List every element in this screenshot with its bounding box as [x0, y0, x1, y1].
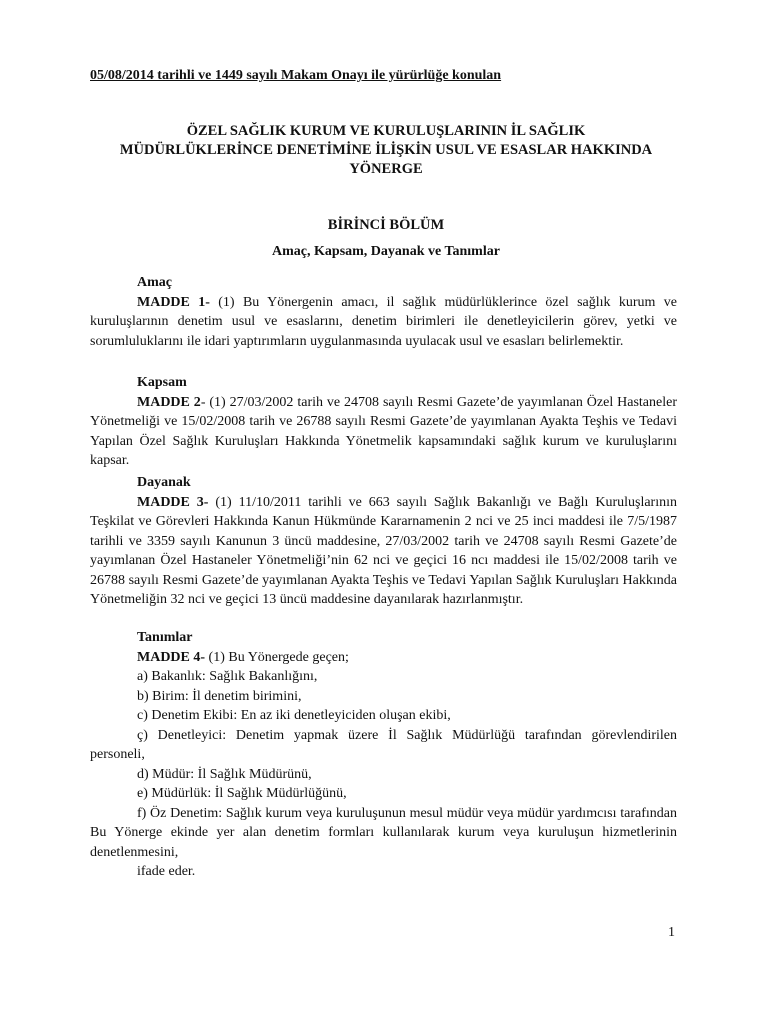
article-body	[90, 293, 677, 352]
document-title	[96, 122, 676, 179]
article-text: (1) Bu Yönergede geçen;	[205, 649, 349, 665]
title-line-3: YÖNERGE	[349, 161, 423, 177]
definition-item: b) Birim: İl denetim birimini,	[137, 688, 302, 704]
article-text: - (1) 27/03/2002 tarih ve 24708 sayılı Resmi Gazete’de yayımlanan Özel Hastaneler Yönetmeliği ve 15/02/2008 tarih ve 26788 sayılı Resmi Gazete’de yayımlanan Ayakta Teşhis ve Tedavi Yapılan Özel Sağlık Kuruluşları Hakkında Yönetmelik kapsamındaki sağlık kurum ve kuruluşlarını kapsar.	[90, 394, 677, 468]
article-heading: Dayanak	[137, 475, 191, 490]
article-text: (1) 11/10/2011 tarihli ve 663 sayılı Sağlık Bakanlığı ve Bağlı Kuruluşlarının Teşkilat ve Görevleri Hakkında Kanun Hükmünde Kararnamenin 2 nci ve 25 inci maddesi ile 7/5/1987 tarihli ve 3359 sayılı Kanunun 3 üncü maddesine, 27/03/2002 tarih ve 24708 sayılı Resmi Gazete’de yayımlanan Özel Hastaneler Yönetmeliği’nin 62 nci ve geçici 16 ncı maddesi ile 15/02/2008 tarih ve 26788 sayılı Resmi Gazete’de yayımlanan Ayakta Teşhis ve Tedavi Yapılan Sağlık Kuruluşları Hakkında Yönetmeliğin 32 nci ve geçici 13 üncü maddesine dayanılarak hazırlanmıştır.	[90, 494, 677, 607]
definition-item: ç) Denetleyici: Denetim yapmak üzere İl Sağlık Müdürlüğü tarafından görevlendirilen personeli,	[90, 727, 677, 762]
article-heading: Kapsam	[137, 375, 187, 390]
title-line-1: ÖZEL SAĞLIK KURUM VE KURULUŞLARININ İL SAĞLIK	[186, 123, 586, 139]
article-body	[90, 393, 677, 471]
definition-item: e) Müdürlük: İl Sağlık Müdürlüğünü,	[137, 786, 347, 801]
article-2	[90, 373, 677, 471]
article-number: MADDE 2	[137, 394, 201, 410]
article-body	[90, 648, 677, 668]
section-title: BİRİNCİ BÖLÜM	[327, 217, 445, 233]
article-number: MADDE 4-	[137, 649, 206, 665]
definition-item: d) Müdür: İl Sağlık Müdürünü,	[137, 766, 312, 782]
title-line-2: MÜDÜRLÜKLERİNCE DENETİMİNE İLİŞKİN USUL VE ESASLAR HAKKINDA	[119, 142, 653, 158]
approval-note: 05/08/2014 tarihli ve 1449 sayılı Makam Onayı ile yürürlüğe konulan	[90, 68, 502, 83]
article-text: (1) Bu Yönergenin amacı, il sağlık müdürlüklerince özel sağlık kurum ve kuruluşlarının denetim usul ve esaslarını, denetim birimleri ile denetleyicilerin görev, yetki ve sorumluluklarını ile idari yaptırımların uygulanmasında uyulacak usul ve esasları belirlemektir.	[90, 294, 678, 349]
definition-item: f) Öz Denetim: Sağlık kurum veya kuruluşunun mesul müdür veya müdür yardımcısı tarafından Bu Yönerge ekinde yer alan denetim formları kullanılarak kurum veya kuruluşun hizmetlerinin denetlenmesini,	[90, 805, 677, 860]
article-4	[90, 628, 677, 882]
definitions-list	[90, 667, 677, 882]
article-1	[90, 273, 677, 351]
section-subtitle: Amaç, Kapsam, Dayanak ve Tanımlar	[272, 244, 500, 259]
page-number: 1	[668, 925, 675, 940]
article-heading: Tanımlar	[137, 630, 193, 645]
article-heading: Amaç	[137, 275, 172, 290]
article-number: MADDE 3-	[137, 494, 209, 510]
definition-item: a) Bakanlık: Sağlık Bakanlığını,	[137, 669, 318, 684]
article-3	[90, 473, 677, 610]
article-number: MADDE 1-	[137, 294, 210, 310]
definition-item: c) Denetim Ekibi: En az iki denetleyiciden oluşan ekibi,	[137, 708, 451, 723]
article-body	[90, 493, 677, 610]
definitions-closing: ifade eder.	[137, 864, 196, 879]
